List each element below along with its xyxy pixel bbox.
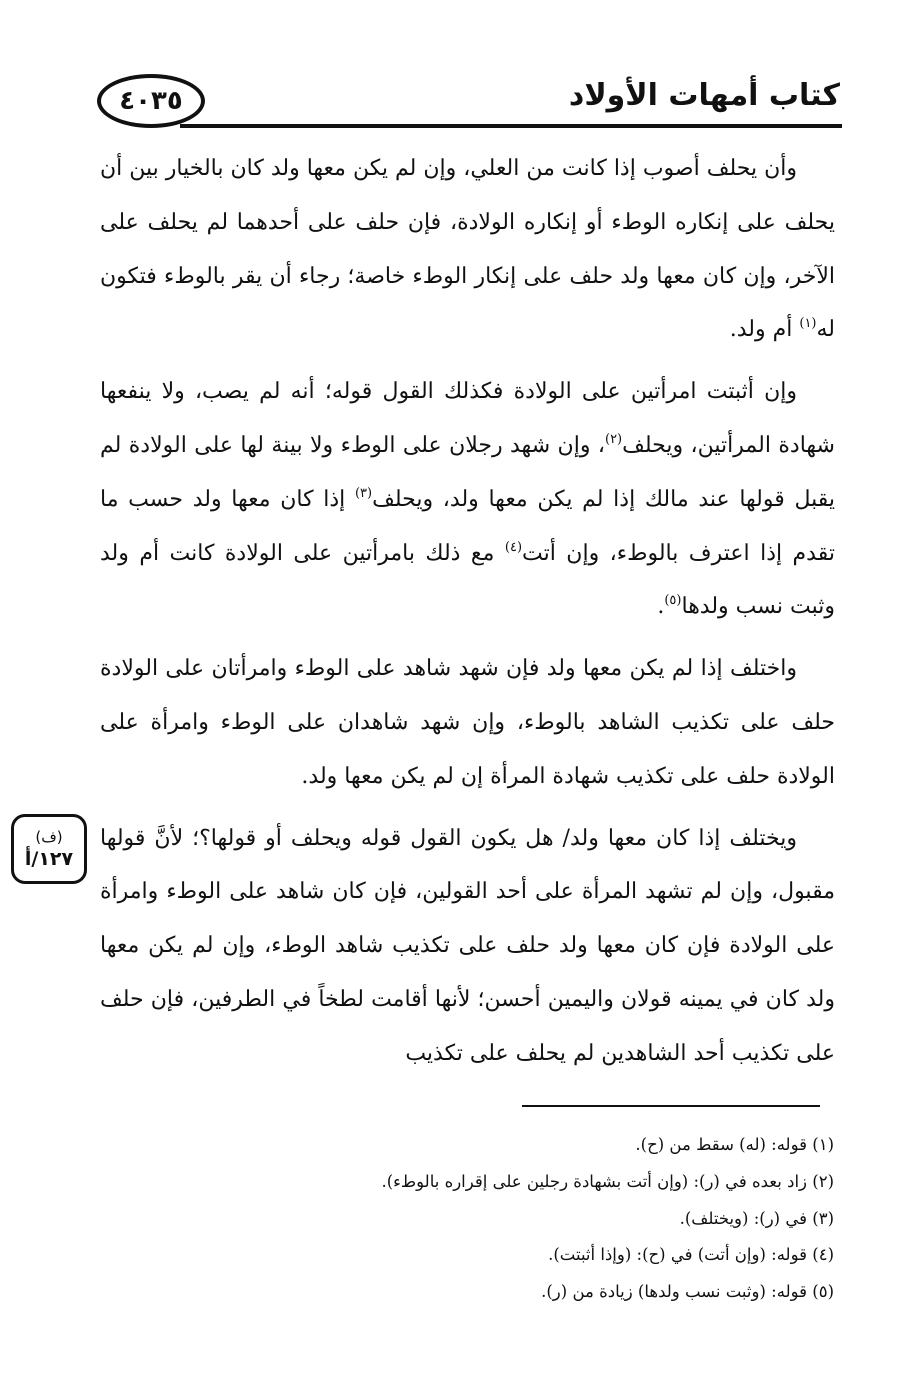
footnote-separator <box>522 1105 820 1107</box>
text-run: أم ولد. <box>729 317 800 343</box>
text-run: إذا كان معها ولد حسب ما تقدم إذا اعترف بالوطء، وإن أتت <box>100 486 835 566</box>
footnote-marker: (٣) <box>354 485 373 501</box>
main-text <box>100 142 835 1081</box>
book-title: كتاب أمهات الأولاد <box>568 78 840 113</box>
footnote: (٤) قوله: (وإن أتت) في (ح): (وإذا أثبتت). <box>548 1245 834 1265</box>
page-number: ٤٠٣٥ <box>119 86 183 116</box>
paragraph <box>100 642 835 803</box>
manuscript-folio-note <box>11 814 87 884</box>
footnote: (٣) في (ر): (ويختلف). <box>679 1208 834 1228</box>
paragraph <box>100 142 835 357</box>
footnotes <box>94 1127 834 1311</box>
text-run: واختلف إذا لم يكن معها ولد فإن شهد شاهد على الوطء وامرأتان على الولادة حلف على تكذيب الشاهد بالوطء، وإن شهد شاهدان على الوطء وامرأة على الولادة حلف على تكذيب شهادة المرأة إن لم يكن معها ولد. <box>100 656 835 789</box>
text-run: مع ذلك بامرأتين على الولادة كانت أم ولد وثبت نسب ولدها <box>100 540 835 620</box>
text-run: وإن أثبتت امرأتين على الولادة فكذلك القول قوله؛ أنه لم يصب، ولا ينفعها شهادة المرأتين، ويحلف <box>100 379 835 458</box>
paragraph <box>100 365 835 634</box>
text-run: ، وإن شهد رجلان على الوطء ولا بينة لها على الولادة لم يقبل قولها عند مالك إذا لم يكن معها ولد، ويحلف <box>100 432 835 512</box>
text-run: وأن يحلف أصوب إذا كانت من العلي، وإن لم يكن معها ولد كان بالخيار بين أن يحلف على إنكاره الوطء أو إنكاره الولادة، فإن حلف على أحدهما لم يحلف على الآخر، وإن كان معها ولد حلف على إنكار الوطء خاصة؛ رجاء أن يقر بالوطء فتكون له <box>100 156 836 343</box>
footnote: (٢) زاد بعده في (ر): (وإن أتت بشهادة رجلين على إقراره بالوطء). <box>381 1171 834 1191</box>
header-rule <box>180 124 842 128</box>
folio-label: (ف) <box>35 828 63 846</box>
text-run: . <box>657 594 665 620</box>
paragraph <box>100 812 835 1081</box>
footnote-marker: (٤) <box>504 539 523 555</box>
footnote-marker: (٥) <box>664 593 682 609</box>
footnote: (١) قوله: (له) سقط من (ح). <box>635 1135 834 1154</box>
footnote-marker: (٢) <box>604 431 623 447</box>
text-run: ويختلف إذا كان معها ولد/ هل يكون القول قوله ويحلف أو قولها؟؛ لأنَّ قولها مقبول، وإن لم تشهد المرأة على أحد القولين، فإن كان شاهد على الوطء وامرأة على الولادة فإن كان معها ولد حلف على تكذيب شاهد الوطء، وإن لم يكن معها ولد كان في يمينه قولان واليمين أحسن؛ لأنها أقامت لطخاً في الطرفين، فإن حلف على تكذيب أحد الشاهدين لم يحلف على تكذيب <box>100 825 835 1066</box>
footnote: (٥) قوله: (وثبت نسب ولدها) زيادة من (ر). <box>541 1282 834 1302</box>
footnote-marker: (١) <box>799 316 817 332</box>
page-number-frame <box>97 74 205 128</box>
folio-number: ١٢٧/أ <box>24 848 74 870</box>
